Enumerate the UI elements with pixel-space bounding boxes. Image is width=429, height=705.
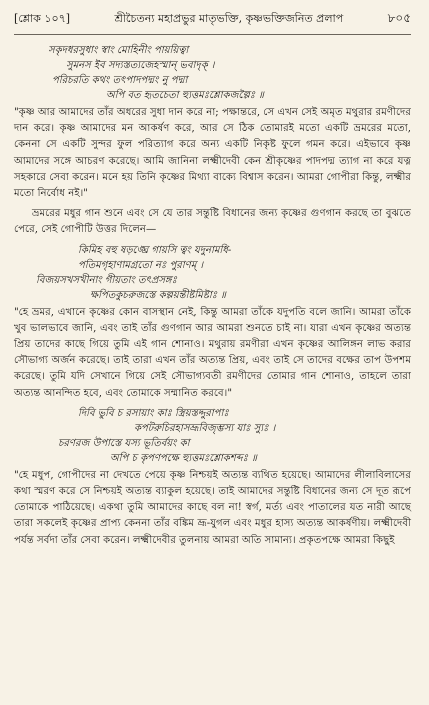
translation-paragraph: "কৃষ্ণ আর আমাদের তাঁর অধরের সুধা দান করে না; পক্ষান্তরে, সে এখন সেই অমৃত মথুরার রমণীদের দান করে। কৃষ্ণ আমাদের মন আকর্ষণ করে, আর সে ঠিক তোমারই মতো একটি ভ্রমরের মতো, কেননা সে একটি সুন্দর ফুল পরিত্যাগ করে অন্য একটি নিকৃষ্ট ফুলে গমন করে। এইভাবে কৃষ্ণ আমাদের সঙ্গে আচরণ করেছে। আমি জানিনা লক্ষ্মীদেবী কেন শ্রীকৃষ্ণের পাদপদ্ম ত্যাগ না করে যত্ন সহকারে সেবা করেন। মনে হয় তিনি কৃষ্ণের মিথ্যা বাক্যে বিশ্বাস করেন। আমরা গোপীরা কিন্তু, লক্ষ্মীর মতো নির্বোধ নই।" — [14, 107, 411, 200]
verse-reference: [শ্লোক ১০৭] — [14, 12, 71, 25]
verse-line: চরণরজ উপাস্তে যস্য ভূতির্বয়ং কা — [58, 437, 190, 449]
running-title: শ্রীচৈতন্য মহাপ্রভুর মাতৃভক্তি, কৃষ্ণভক্তিজনিত প্রলাপ — [114, 12, 344, 25]
verse-line: কিমিহ বহু ষড়ঙ্ঘ্রে গায়সি ত্বং যদুনামধি- — [78, 244, 232, 256]
verse-line: কপটরুচিরহাসভ্রূবিজৃম্ভস্য যাঃ স্যুঃ । — [134, 422, 276, 434]
verse-line: বিজয়সখসখীনাং গীয়তাং তৎপ্রসঙ্গঃ — [36, 274, 177, 286]
narration-paragraph: ভ্রমরের মধুর গান শুনে এবং সে যে তার সন্তুষ্টি বিধানের জন্য কৃষ্ণের গুণগান করছে তা বুঝতে পেরে, সেই গোপীটি উত্তর দিলেন— — [14, 208, 411, 236]
translation-paragraph: "হে মধুপ, গোপীদের না দেখতে পেয়ে কৃষ্ণ নিশ্চয়ই অত্যন্ত ব্যথিত হয়েছে। আমাদের লীলাবিলাসের কথা স্মরণ করে সে নিশ্চয়ই অত্যন্ত ব্যাকুল হয়েছে। তাই আমাদের সন্তুষ্টি বিধানের জন্য সে দূত রূপে তোমাকে পাঠিয়েছে। একথা তুমি আমাদের কাছে বল না! স্বর্গ, মর্ত্য এবং পাতালের যত নারী আছে তারা সকলেই কৃষ্ণের প্রাপ্য কেননা তাঁর বঙ্কিম ভ্রূ-যুগল এবং মধুর হাস্য অত্যন্ত আকর্ষণীয়। লক্ষ্মীদেবী পর্যন্ত সর্বদা তাঁর সেবা করেন। লক্ষ্মীদেবীর তুলনায় আমরা অতি সামান্য। প্রকৃতপক্ষে আমরা কিছুই — [14, 469, 411, 546]
verse-line: অপি বত হৃতচেতা হ্যুত্তমঃশ্লোকজল্পৈঃ ॥ — [106, 90, 264, 101]
page-number: ৮০৫ — [387, 11, 411, 25]
sanskrit-verse-1 — [14, 43, 411, 103]
verse-line: পতিমগৃহাণামগ্রতো নঃ পুরাণম্ । — [78, 259, 204, 271]
page-header — [14, 10, 411, 35]
sanskrit-verse-2 — [14, 243, 411, 303]
verse-line: সুমনস ইব সদ্যস্তত্যজেহস্মান্ ভবাদৃক্ । — [66, 60, 215, 71]
verse-line: দিবি ভুবি চ রসায়াং কাঃ স্ত্রিয়স্তদ্দুরাপাঃ — [78, 407, 229, 419]
sanskrit-verse-3 — [14, 406, 411, 466]
translation-paragraph: "হে ভ্রমর, এখানে কৃষ্ণের কোন বাসস্থান নেই, কিন্তু আমরা তাঁকে যদুপতি বলে জানি। আমরা তাঁকে খুব ভালভাবে জানি, এবং তাই তাঁর গুণগান আর আমরা শুনতে চাই না। যারা এখন কৃষ্ণের অত্যন্ত প্রিয় তাদের কাছে গিয়ে তুমি এই গান শোনাও। মথুরায় রমণীরা এখন কৃষ্ণের আলিঙ্গন লাভ করার সৌভাগ্য অর্জন করেছে। তাই তারা এখন তাঁর অত্যন্ত প্রিয়, এবং তাই সে তাদের বক্ষের তাপ উপশম করেছে। তুমি যদি সেখানে গিয়ে সেই সৌভাগ্যবতী রমণীদের তোমার গান শোনাও, তাহলে তারা অত্যন্ত আনন্দিত হবে, এবং তোমাকে সম্মানিত করবে।" — [14, 306, 411, 399]
verse-line: পরিচরতি কথং তৎপাদপদ্মং নু পদ্মা — [52, 75, 188, 86]
verse-line: অপি চ কৃপণপক্ষে হ্যুত্তমঃশ্লোকশব্দঃ ॥ — [110, 452, 257, 464]
verse-line: সকৃদধরসুধাং স্বাং মোহিনীং পায়য়িত্বা — [48, 45, 189, 56]
verse-line: ক্ষপিতকুচরুজস্তে কল্পয়ন্তীষ্টমিষ্টাঃ ॥ — [90, 289, 226, 301]
